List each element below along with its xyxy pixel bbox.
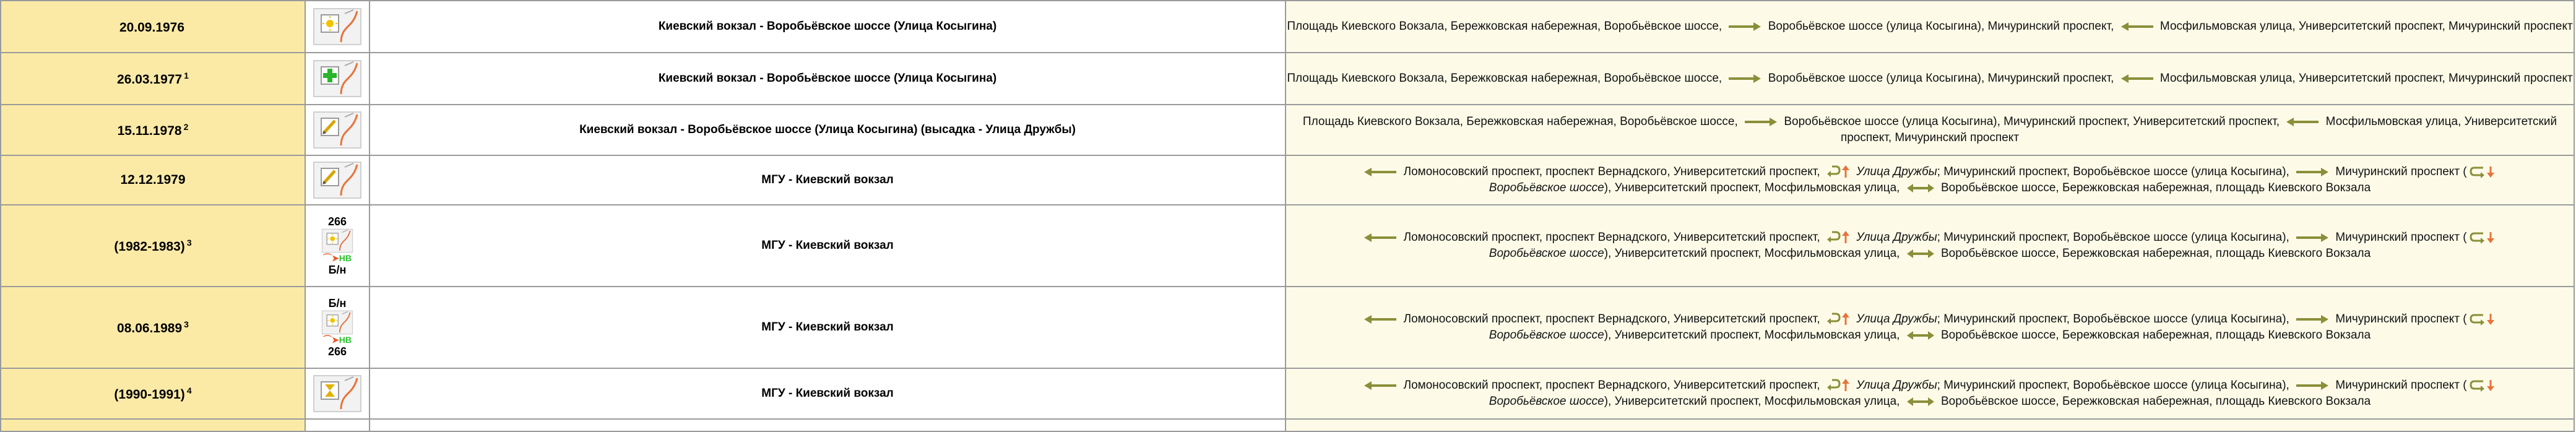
date-text: 15.11.1978	[117, 123, 182, 138]
arrow-right-icon	[2295, 166, 2330, 178]
arrow-right-icon	[1744, 116, 1778, 127]
date-text: (1982-1983)	[114, 239, 185, 254]
arrow-both-icon	[1906, 330, 1935, 341]
night-route-label: НВ	[339, 253, 352, 263]
path-segment-italic: Улица Дружбы	[1856, 231, 1937, 244]
footnote-ref[interactable]: 4	[186, 385, 192, 395]
arrow-right-icon	[2295, 314, 2330, 325]
hourglass-calendar-icon	[313, 374, 362, 413]
arrow-both-icon	[1906, 183, 1935, 194]
table-row	[1, 105, 2574, 155]
route-name: МГУ - Киевский вокзал	[370, 155, 1286, 205]
path-segment: Мосфильмовская улица, Университетский проспект, Мичуринский проспект	[2159, 20, 2573, 33]
u-turn-icon	[1826, 313, 1851, 326]
path-segment: ; Мичуринский проспект, Воробьёвское шоссе (улица Косыгина),	[1937, 165, 2289, 178]
path-segment: Мичуринский проспект (	[2335, 165, 2467, 178]
sun-calendar-icon	[319, 310, 356, 335]
path-segment: ; Мичуринский проспект, Воробьёвское шоссе (улица Косыгина),	[1937, 379, 2289, 392]
path-segment-italic: Улица Дружбы	[1856, 313, 1937, 326]
icon-cell	[305, 53, 370, 105]
vehicle-number: Б/н	[328, 264, 347, 276]
path-segment-italic: Улица Дружбы	[1856, 165, 1937, 178]
route-name: МГУ - Киевский вокзал	[370, 287, 1286, 368]
night-route-label: НВ	[339, 335, 352, 345]
path-segment: Воробьёвское шоссе (улица Косыгина), Мичуринский проспект,	[1768, 20, 2114, 33]
path-segment-italic: Улица Дружбы	[1856, 379, 1937, 392]
route-path	[1286, 419, 2574, 431]
u-turn-icon	[1826, 231, 1851, 244]
icon-cell	[305, 155, 370, 205]
date-cell	[1, 105, 305, 155]
path-segment-italic: Воробьёвское шоссе	[1489, 395, 1604, 408]
path-segment-italic: Воробьёвское шоссе	[1489, 181, 1604, 194]
path-segment: Площадь Киевского Вокзала, Бережковская набережная, Воробьёвское шоссе,	[1287, 72, 1722, 85]
arrow-left-icon	[2120, 73, 2155, 84]
path-segment: Ломоносовский проспект, проспект Вернадского, Университетский проспект,	[1403, 165, 1820, 178]
vehicle-number: 266	[327, 215, 347, 228]
table-row	[1, 205, 2574, 287]
table-row	[1, 155, 2574, 205]
turn-down-icon	[2470, 165, 2497, 179]
path-segment-italic: Воробьёвское шоссе	[1489, 247, 1604, 260]
route-name: Киевский вокзал - Воробьёвское шоссе (Улица Косыгина)	[370, 1, 1286, 53]
vehicle-number: Б/н	[328, 297, 347, 309]
arrow-left-icon	[1363, 166, 1398, 178]
arrow-right-icon	[2295, 232, 2330, 243]
sun-calendar-icon	[313, 7, 362, 46]
footnote-ref[interactable]: 3	[186, 237, 192, 248]
path-segment: Ломоносовский проспект, проспект Вернадского, Университетский проспект,	[1403, 231, 1820, 244]
date-cell	[1, 155, 305, 205]
footnote-ref[interactable]: 2	[183, 121, 189, 132]
route-path	[1286, 155, 2574, 205]
path-segment: Мичуринский проспект (	[2335, 231, 2467, 244]
path-segment: Воробьёвское шоссе, Бережковская набережная, площадь Киевского Вокзала	[1941, 329, 2371, 342]
path-segment: Мосфильмовская улица, Университетский проспект, Мичуринский проспект	[1840, 115, 2557, 144]
date-cell	[1, 419, 305, 431]
path-segment: Воробьёвское шоссе, Бережковская набережная, площадь Киевского Вокзала	[1941, 247, 2371, 260]
path-segment: Площадь Киевского Вокзала, Бережковская набережная, Воробьёвское шоссе,	[1302, 115, 1738, 128]
icon-cell	[305, 419, 370, 431]
icon-cell	[305, 1, 370, 53]
arrow-left-icon	[2285, 116, 2320, 127]
path-segment: Ломоносовский проспект, проспект Вернадского, Университетский проспект,	[1403, 379, 1820, 392]
path-segment: ), Университетский проспект, Мосфильмовская улица,	[1604, 247, 1900, 260]
turn-down-icon	[2470, 313, 2497, 326]
table-row	[1, 287, 2574, 368]
route-path	[1286, 205, 2574, 287]
date-text: 26.03.1977	[117, 72, 183, 87]
date-cell	[1, 1, 305, 53]
table-row	[1, 53, 2574, 105]
date-text: 08.06.1989	[117, 321, 183, 335]
icon-cell	[305, 287, 370, 368]
arrow-both-icon	[1906, 248, 1935, 259]
path-segment: Площадь Киевского Вокзала, Бережковская набережная, Воробьёвское шоссе,	[1287, 20, 1722, 33]
path-segment-italic: Воробьёвское шоссе	[1489, 329, 1604, 342]
arrow-left-icon	[1363, 232, 1398, 243]
table-row	[1, 1, 2574, 53]
arrow-right-icon	[2295, 380, 2330, 391]
route-name	[370, 419, 1286, 431]
path-segment: ), Университетский проспект, Мосфильмовская улица,	[1604, 395, 1900, 408]
date-cell	[1, 53, 305, 105]
arrow-left-icon	[2120, 21, 2155, 32]
route-path	[1286, 368, 2574, 419]
arrow-both-icon	[1906, 396, 1935, 407]
path-segment: Воробьёвское шоссе, Бережковская набережная, площадь Киевского Вокзала	[1941, 395, 2371, 408]
turn-down-icon	[2470, 379, 2497, 392]
plus-calendar-icon	[313, 59, 362, 98]
path-segment: Воробьёвское шоссе (улица Косыгина), Мичуринский проспект,	[1768, 72, 2114, 85]
route-path	[1286, 1, 2574, 53]
edit-calendar-icon	[313, 111, 362, 149]
table-row	[1, 419, 2574, 431]
footnote-ref[interactable]: 1	[184, 70, 189, 80]
icon-cell	[305, 368, 370, 419]
arrow-left-icon	[1363, 380, 1398, 391]
date-text: (1990-1991)	[114, 387, 185, 402]
route-path	[1286, 287, 2574, 368]
u-turn-icon	[1826, 379, 1851, 392]
path-segment: ), Университетский проспект, Мосфильмовская улица,	[1604, 329, 1900, 342]
path-segment: Воробьёвское шоссе (улица Косыгина), Мичуринский проспект, Университетский проспект,	[1784, 115, 2280, 128]
night-route-badge: ⌒➤НВ	[323, 335, 352, 345]
arrow-right-icon	[1727, 21, 1762, 32]
night-route-badge: ⌒➤НВ	[323, 253, 352, 263]
path-segment: ; Мичуринский проспект, Воробьёвское шоссе (улица Косыгина),	[1937, 231, 2289, 244]
route-name: Киевский вокзал - Воробьёвское шоссе (Улица Косыгина)	[370, 53, 1286, 105]
icon-cell	[305, 205, 370, 287]
date-cell	[1, 368, 305, 419]
path-segment: Мичуринский проспект (	[2335, 313, 2467, 326]
footnote-ref[interactable]: 3	[184, 319, 189, 329]
route-name: МГУ - Киевский вокзал	[370, 205, 1286, 287]
date-text: 12.12.1979	[120, 173, 186, 187]
turn-down-icon	[2470, 231, 2497, 244]
path-segment: ; Мичуринский проспект, Воробьёвское шоссе (улица Косыгина),	[1937, 313, 2289, 326]
table-row	[1, 368, 2574, 419]
date-text: 20.09.1976	[119, 20, 185, 35]
edit-calendar-icon	[313, 161, 362, 199]
path-segment: Мичуринский проспект (	[2335, 379, 2467, 392]
path-segment: Воробьёвское шоссе, Бережковская набережная, площадь Киевского Вокзала	[1941, 181, 2371, 194]
arrow-right-icon	[1727, 73, 1762, 84]
route-name: МГУ - Киевский вокзал	[370, 368, 1286, 419]
date-cell	[1, 287, 305, 368]
route-path	[1286, 105, 2574, 155]
path-segment: Мосфильмовская улица, Университетский проспект, Мичуринский проспект	[2159, 72, 2573, 85]
arrow-left-icon	[1363, 314, 1398, 325]
path-segment: ), Университетский проспект, Мосфильмовская улица,	[1604, 181, 1900, 194]
path-segment: Ломоносовский проспект, проспект Вернадского, Университетский проспект,	[1403, 313, 1820, 326]
icon-cell	[305, 105, 370, 155]
date-cell	[1, 205, 305, 287]
u-turn-icon	[1826, 165, 1851, 179]
route-path	[1286, 53, 2574, 105]
route-name: Киевский вокзал - Воробьёвское шоссе (Улица Косыгина) (высадка - Улица Дружбы)	[370, 105, 1286, 155]
sun-calendar-icon	[319, 228, 356, 253]
vehicle-number: 266	[327, 345, 347, 358]
